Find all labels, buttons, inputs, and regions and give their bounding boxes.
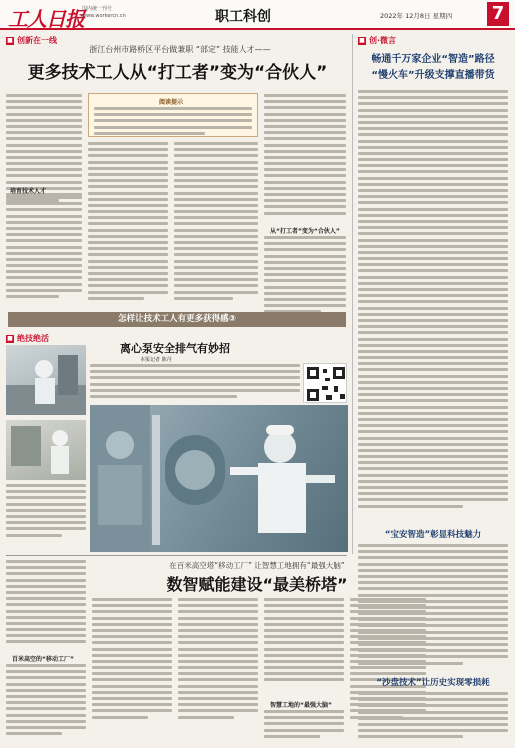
feature-body-left [6, 484, 86, 540]
column-tag-label: 创新在一线 [17, 36, 57, 45]
worker-photo-small [6, 345, 86, 415]
feature-credit: 本报记者 陈丹 [140, 357, 172, 363]
section-square-icon-3: ■ [359, 36, 365, 44]
right-body-4 [358, 692, 508, 742]
reading-tips-title: 阅读提示 [159, 99, 184, 106]
column-tag-skills-label: 绝技绝活 [17, 334, 49, 343]
right-title-2: “慢火车”升级支撑直播带货 [371, 70, 495, 81]
section-divider [6, 555, 347, 556]
section-square-icon: ■ [7, 36, 13, 44]
bottom-column-1 [6, 560, 86, 647]
bottom-column-4b [264, 710, 344, 741]
article-column-4b [264, 236, 346, 316]
bottom-subhead-1: 百米高空的“移动工厂” [12, 656, 74, 663]
bottom-subhead-2: 智慧工地的“最强大脑” [270, 702, 332, 709]
column-tag-skills [6, 333, 49, 344]
bottom-headline: 数智赋能建设“最美桥塔” [166, 575, 348, 594]
meta-line-2: www.workercn.cn [82, 13, 126, 19]
worker-photo-small-2 [6, 420, 86, 480]
masthead [0, 0, 515, 30]
newspaper-logo: 工人日报 [8, 7, 84, 31]
article-column-4 [264, 94, 346, 218]
worker-photo-large [90, 405, 348, 552]
masthead-meta [82, 6, 126, 20]
feature-intro [90, 364, 300, 401]
qr-code [303, 363, 347, 403]
section-square-icon-2: ■ [7, 334, 13, 342]
subhead-2: 从“打工者”变为“合伙人” [270, 228, 340, 235]
right-subtitle-2: “沙盘技术”让历史实现零损耗 [376, 678, 490, 688]
date-line: 2022年 12月8日 星期四 [380, 12, 453, 20]
feature-headline: 离心泵安全排气有妙招 [120, 342, 230, 355]
article-column-3 [174, 142, 258, 303]
page-number: 7 [487, 2, 509, 26]
meta-line-1: 国内统一刊号 [82, 6, 113, 12]
column-tag-micro-label: 创·微言 [369, 36, 397, 45]
right-body-2 [358, 544, 508, 668]
bottom-column-4 [264, 598, 344, 685]
series-banner: 怎样让技术工人有更多获得感③ [8, 312, 346, 327]
reading-tips-box [88, 93, 258, 137]
subhead-1: 培育技术人才 [10, 188, 47, 195]
column-divider [352, 34, 353, 554]
bottom-column-1b [6, 664, 86, 738]
bottom-kicker: 在百米高空塔“移动工厂” 让智慧工地拥有“最强大脑” [169, 561, 345, 570]
right-title-1: 畅通千万家企业“智造”路径 [371, 54, 495, 65]
bottom-column-3 [178, 598, 258, 722]
main-headline: 更多技术工人从“打工者”变为“合伙人” [27, 63, 328, 83]
right-subtitle-1: “宝安智造”彰显科技魅力 [384, 530, 482, 540]
main-kicker: 浙江台州市路桥区平台做兼职 “部定” 技能人才—— [89, 45, 271, 54]
column-tag-micro [358, 35, 396, 46]
article-column-2 [88, 142, 168, 303]
bottom-column-2 [92, 598, 172, 722]
section-title: 职工科创 [215, 9, 271, 25]
article-column-1b [6, 196, 82, 301]
right-body-1 [358, 90, 508, 511]
